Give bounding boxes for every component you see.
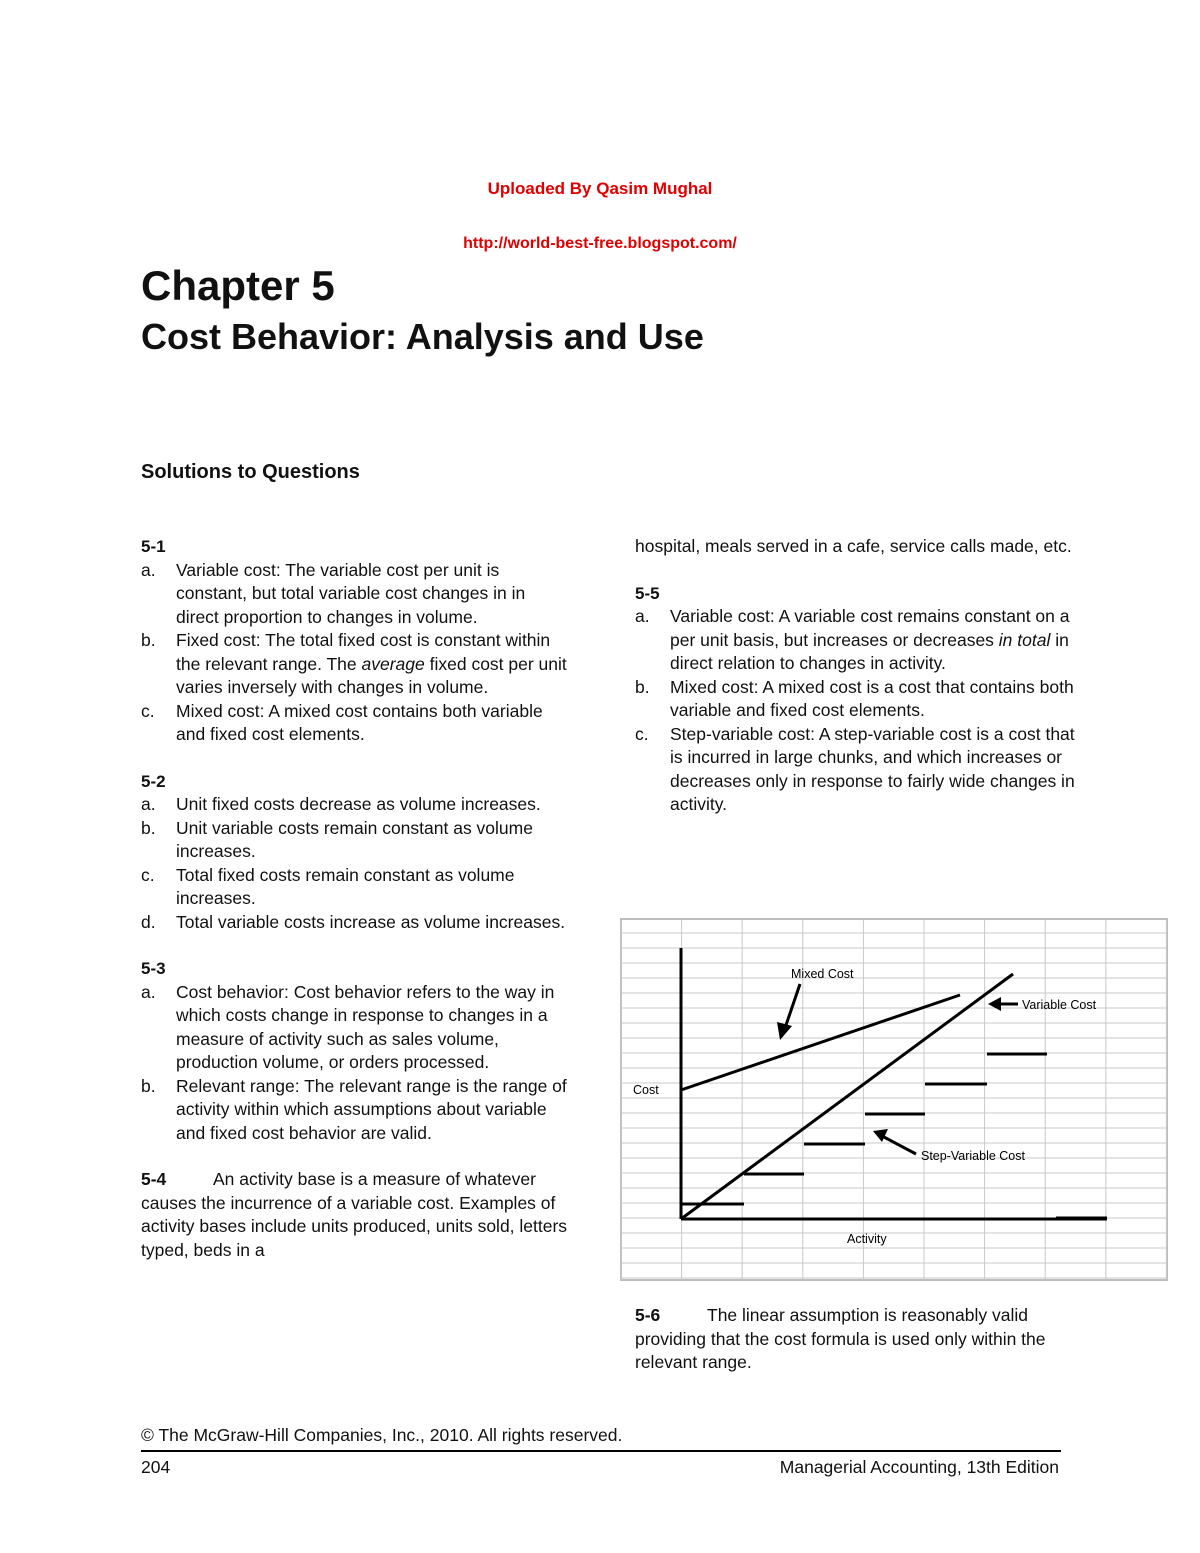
list-item bbox=[141, 817, 571, 864]
list-item bbox=[141, 700, 571, 747]
question-number: 5-2 bbox=[141, 771, 166, 791]
item-text bbox=[176, 629, 571, 700]
list-item bbox=[141, 981, 571, 1075]
question-paragraph bbox=[635, 1304, 1075, 1375]
list-item bbox=[141, 629, 571, 700]
item-text: Relevant range: The relevant range is the range of activity within which assumptions about variable and fixed cost behavior are valid. bbox=[176, 1075, 567, 1143]
copyright-notice: © The McGraw-Hill Companies, Inc., 2010. All rights reserved. bbox=[141, 1425, 623, 1445]
question-5-1 bbox=[141, 535, 571, 747]
item-text: Unit fixed costs decrease as volume increases. bbox=[176, 794, 541, 814]
question-text-continued: hospital, meals served in a cafe, service calls made, etc. bbox=[635, 536, 1072, 556]
item-letter: b. bbox=[635, 676, 650, 697]
item-text: Total variable costs increase as volume increases. bbox=[176, 911, 566, 932]
chapter-title: Cost Behavior: Analysis and Use bbox=[141, 316, 704, 357]
chapter-number: Chapter 5 bbox=[141, 262, 335, 309]
left-column bbox=[141, 535, 571, 1285]
item-letter: a. bbox=[141, 794, 156, 814]
item-text: Step-variable cost: A step-variable cost is a cost that is incurred in large chunks, and which increases or decreases only in response to fairly wide changes in activity. bbox=[670, 723, 1075, 814]
book-title: Managerial Accounting, 13th Edition bbox=[779, 1457, 1059, 1477]
list-item bbox=[141, 1075, 571, 1146]
item-text-part: Fixed cost: The total fixed cost is constant within the relevant range. The bbox=[176, 630, 551, 674]
list-item bbox=[141, 793, 571, 817]
question-number: 5-6 bbox=[635, 1305, 661, 1325]
item-letter: d. bbox=[141, 911, 156, 932]
item-text: Mixed cost: A mixed cost is a cost that contains both variable and fixed cost elements. bbox=[670, 676, 1074, 720]
question-number: 5-5 bbox=[635, 583, 660, 603]
item-letter: a. bbox=[141, 981, 156, 1002]
cost-axis-label: Cost bbox=[633, 1083, 659, 1097]
item-text: Variable cost: The variable cost per unit is constant, but total variable cost changes in in direct proportion to changes in volume. bbox=[176, 559, 526, 627]
cost-behavior-diagram bbox=[620, 918, 1168, 1281]
list-item bbox=[635, 676, 1075, 723]
item-text: Cost behavior: Cost behavior refers to the way in which costs change in response to changes in a measure of activity such as sales volume, production volume, or orders processed. bbox=[176, 981, 555, 1072]
activity-axis-label: Activity bbox=[847, 1232, 887, 1246]
item-letter: b. bbox=[141, 817, 156, 838]
uploader-credit: Uploaded By Qasim Mughal bbox=[487, 179, 713, 198]
question-number: 5-1 bbox=[141, 537, 166, 556]
figure-border bbox=[621, 919, 1167, 1280]
question-5-3 bbox=[141, 957, 571, 1145]
right-column bbox=[635, 535, 1075, 840]
question-number: 5-3 bbox=[141, 959, 166, 978]
emphasis-text: in total bbox=[998, 629, 1051, 650]
list-item bbox=[141, 911, 571, 935]
question-5-4-continued bbox=[635, 535, 1075, 559]
item-text: Mixed cost: A mixed cost contains both variable and fixed cost elements. bbox=[176, 700, 543, 744]
mixed-cost-label: Mixed Cost bbox=[791, 967, 854, 981]
question-number: 5-4 bbox=[141, 1169, 167, 1189]
question-5-6 bbox=[635, 1304, 1075, 1375]
question-text: An activity base is a measure of whatever causes the incurrence of a variable cost. Examples of activity bases include units produced, units sold, letters typed, beds in a bbox=[141, 1169, 568, 1260]
cost-behavior-figure bbox=[620, 918, 1168, 1281]
item-text-part: in direct relation to changes in activity. bbox=[670, 629, 1069, 673]
item-text-part: Variable cost: A variable cost remains constant on a per unit basis, but increases or decreases bbox=[670, 606, 1070, 650]
item-letter: a. bbox=[141, 559, 156, 580]
item-letter: b. bbox=[141, 630, 156, 650]
variable-cost-label: Variable Cost bbox=[1022, 998, 1097, 1012]
question-text: The linear assumption is reasonably valid providing that the cost formula is used only within the relevant range. bbox=[635, 1305, 1046, 1372]
question-5-5 bbox=[635, 582, 1075, 817]
list-item bbox=[635, 605, 1075, 676]
blog-url[interactable]: http://world-best-free.blogspot.com/ bbox=[463, 235, 737, 252]
list-item bbox=[141, 864, 571, 911]
question-5-4 bbox=[141, 1168, 571, 1262]
item-text-part: fixed cost per unit varies inversely with changes in volume. bbox=[176, 653, 567, 697]
step-variable-cost-label: Step-Variable Cost bbox=[921, 1149, 1025, 1163]
item-letter: c. bbox=[141, 864, 155, 885]
question-5-2 bbox=[141, 770, 571, 935]
page-number: 204 bbox=[141, 1457, 171, 1477]
item-text: Unit variable costs remain constant as volume increases. bbox=[176, 817, 533, 861]
item-letter: c. bbox=[141, 700, 155, 721]
item-text: Total fixed costs remain constant as volume increases. bbox=[176, 864, 515, 908]
item-letter: b. bbox=[141, 1075, 156, 1096]
list-item bbox=[141, 559, 571, 630]
item-letter: c. bbox=[635, 723, 649, 744]
section-title: Solutions to Questions bbox=[141, 461, 360, 483]
emphasis-text: average bbox=[361, 653, 425, 674]
list-item bbox=[635, 723, 1075, 817]
item-text bbox=[670, 605, 1075, 676]
item-letter: a. bbox=[635, 606, 650, 626]
footer-divider bbox=[141, 1450, 1061, 1452]
question-paragraph bbox=[141, 1168, 571, 1262]
